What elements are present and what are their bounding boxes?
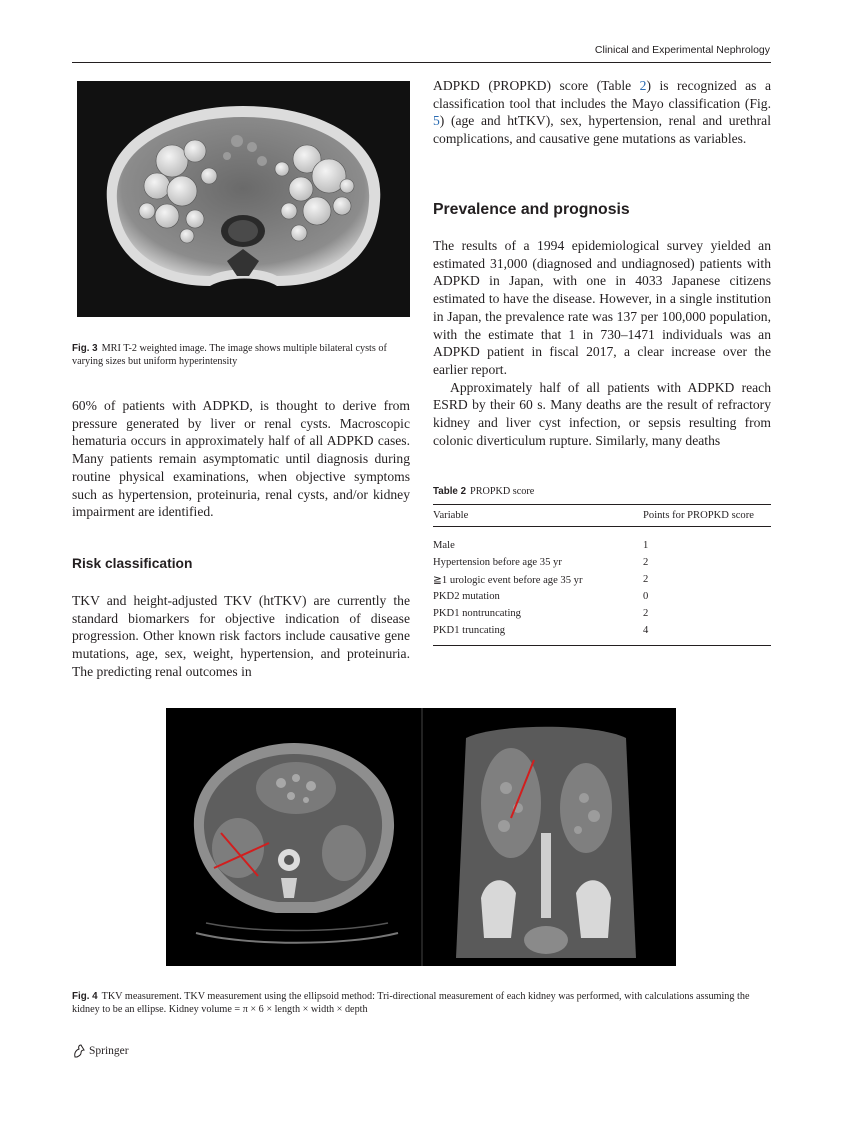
table-cell: PKD1 truncating — [433, 625, 506, 636]
right-para1-b: ) is recognized as a classification tool that includes the Mayo classification (Fig. — [433, 78, 771, 111]
fig4-caption — [72, 990, 772, 1017]
left-column-para2 — [72, 592, 410, 681]
table-cell: ≧1 urologic event before age 35 yr — [433, 574, 583, 586]
right-para1-c: ) (age and htTKV), sex, hypertension, renal and urethral complications, and causative gene mutations as variables. — [433, 113, 771, 147]
table-cell: 2 — [643, 608, 649, 619]
table-row — [433, 527, 771, 555]
fig4-label: Fig. 4 — [72, 991, 98, 1002]
publisher-footer — [72, 1044, 129, 1058]
table2-caption — [433, 485, 771, 498]
fig3-label: Fig. 3 — [72, 343, 98, 354]
table-cell: Male — [433, 540, 455, 551]
table-cell: 2 — [643, 557, 649, 568]
propkd-table — [433, 504, 771, 646]
right-para1 — [433, 77, 771, 148]
table-cell: 4 — [643, 625, 649, 636]
table-cell: PKD1 nontruncating — [433, 608, 521, 619]
springer-horse-icon — [72, 1044, 85, 1058]
right-column-para2 — [433, 237, 771, 449]
left-column-para1 — [72, 397, 410, 521]
table2-label: Table 2 — [433, 486, 467, 497]
table-cell: Hypertension before age 35 yr — [433, 557, 562, 568]
table-cell: 0 — [643, 591, 649, 602]
publisher-name: Springer — [89, 1045, 129, 1057]
table-header-points: Points for PROPKD score — [643, 510, 754, 521]
fig4-caption-text: TKV measurement. TKV measurement using the ellipsoid method: Tri-directional measurement of each kidney was performed, with calculations assuming the kidney to be an ellipse. Kidney volume = π × 6 × length × width × depth — [72, 991, 750, 1016]
mri-illustration — [77, 81, 410, 317]
fig3-caption-text: MRI T-2 weighted image. The image shows multiple bilateral cysts of varying sizes but uniform hyperintensity — [72, 343, 387, 368]
left-para2: TKV and height-adjusted TKV (htTKV) are currently the standard biomarkers for objective indication of disease progression. Other known risk factors include causative gene mutations, age, sex, weight, hypertension, and proteinuria. The predicting renal outcomes in — [72, 593, 410, 679]
right-para1-a: ADPKD (PROPKD) score (Table — [433, 78, 640, 93]
table-cell: 1 — [643, 540, 649, 551]
table-row — [433, 571, 771, 588]
journal-name: Clinical and Experimental Nephrology — [594, 44, 770, 56]
table2 — [433, 504, 771, 646]
table2-title: PROPKD score — [470, 486, 535, 497]
heading-prevalence: Prevalence and prognosis — [433, 201, 630, 218]
table-row — [433, 622, 771, 646]
fig3-mri-image — [77, 81, 410, 317]
table-header-row — [433, 505, 771, 527]
table-row — [433, 588, 771, 605]
table-header-variable: Variable — [433, 510, 469, 521]
table-cell: 2 — [643, 574, 649, 585]
fig4-ct-images — [166, 708, 676, 966]
right-column-para1 — [433, 77, 771, 148]
right-para3: Approximately half of all patients with ADPKD reach ESRD by their 60 s. Many deaths are the result of refractory kidney and liver cyst infection, or sepsis resulting from colonic diverticulum rupture. Similarly, many deaths — [433, 379, 771, 448]
heading-risk-classification: Risk classification — [72, 556, 193, 571]
ct-illustration — [166, 708, 676, 966]
table-row — [433, 605, 771, 622]
table-cell: PKD2 mutation — [433, 591, 500, 602]
right-para2: The results of a 1994 epidemiological survey yielded an estimated 31,000 (diagnosed and undiagnosed) patients with ADPKD in Japan, with one in 4033 Japanese citizens estimated to have the disease. However, in a single institution in Japan, the prevalence rate was 137 per 100,000 population, with the estimate that 1 in 730–1471 individuals was an ADPKD patient in fiscal 2017, a clear increase over the earlier report. — [433, 238, 771, 377]
table-row — [433, 554, 771, 571]
fig5-link[interactable]: 5 — [433, 113, 440, 129]
table2-link[interactable]: 2 — [639, 78, 647, 93]
header-rule — [72, 62, 771, 63]
fig3-caption — [72, 342, 412, 369]
coronal-ct-panel — [456, 727, 636, 958]
left-para1: 60% of patients with ADPKD, is thought to derive from pressure generated by liver or renal cysts. Macroscopic hematuria occurs in approximately half of all ADPKD cases. Many patients remain asymptomatic until diagnosis during routine physical examinations, when objective symptoms such as hypertension, proteinuria, renal cysts, and/or kidney impairment are identified. — [72, 398, 410, 520]
